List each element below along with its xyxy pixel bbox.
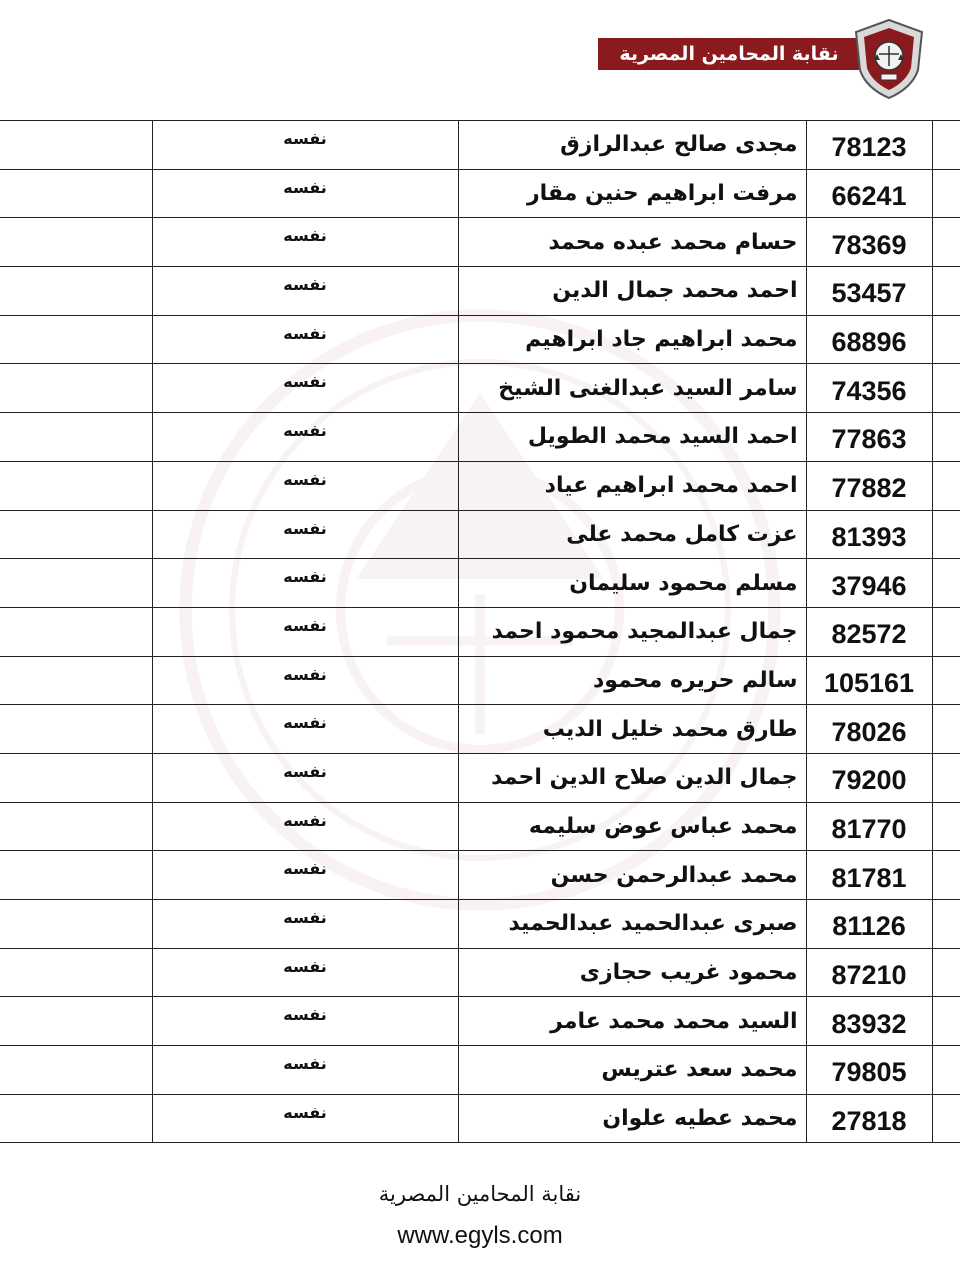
member-name-cell: طارق محمد خليل الديب [458,705,806,754]
table-row [0,315,960,364]
edge-cell [932,656,960,705]
member-name-cell: محمد ابراهيم جاد ابراهيم [458,315,806,364]
member-number-cell: 105161 [806,656,932,705]
header-title: نقابة المحامين المصرية [619,43,839,65]
member-number-cell: 77882 [806,461,932,510]
table-row [0,413,960,462]
member-number-cell: 79200 [806,753,932,802]
member-name-cell: محمد سعد عتريس [458,1046,806,1095]
table-row [0,900,960,949]
relation-cell: نفسه [152,851,458,900]
member-name-cell: محمد عبدالرحمن حسن [458,851,806,900]
member-number-cell: 87210 [806,948,932,997]
relation-cell: نفسه [152,607,458,656]
edge-cell [932,461,960,510]
member-name-cell: صبرى عبدالحميد عبدالحميد [458,900,806,949]
member-number-cell: 37946 [806,559,932,608]
edge-cell [932,121,960,170]
edge-cell [932,559,960,608]
member-name-cell: احمد السيد محمد الطويل [458,413,806,462]
empty-cell [0,218,152,267]
relation-cell: نفسه [152,510,458,559]
relation-cell: نفسه [152,997,458,1046]
table-row [0,218,960,267]
edge-cell [932,510,960,559]
member-number-cell: 83932 [806,997,932,1046]
edge-cell [932,753,960,802]
relation-cell: نفسه [152,121,458,170]
member-number-cell: 78369 [806,218,932,267]
member-number-cell: 77863 [806,413,932,462]
table-row [0,559,960,608]
empty-cell [0,1094,152,1143]
edge-cell [932,948,960,997]
relation-cell: نفسه [152,705,458,754]
member-name-cell: مرفت ابراهيم حنين مقار [458,169,806,218]
relation-cell: نفسه [152,267,458,316]
relation-cell: نفسه [152,802,458,851]
empty-cell [0,753,152,802]
member-name-cell: احمد محمد جمال الدين [458,267,806,316]
edge-cell [932,851,960,900]
members-table [0,120,960,1143]
empty-cell [0,705,152,754]
member-number-cell: 68896 [806,315,932,364]
relation-cell: نفسه [152,1094,458,1143]
table-row [0,1094,960,1143]
member-name-cell: مجدى صالح عبدالرازق [458,121,806,170]
edge-cell [932,900,960,949]
header-banner [598,38,860,70]
member-number-cell: 79805 [806,1046,932,1095]
edge-cell [932,218,960,267]
empty-cell [0,364,152,413]
table-row [0,997,960,1046]
table-row [0,948,960,997]
empty-cell [0,267,152,316]
member-number-cell: 81770 [806,802,932,851]
empty-cell [0,851,152,900]
empty-cell [0,656,152,705]
edge-cell [932,1046,960,1095]
empty-cell [0,461,152,510]
edge-cell [932,802,960,851]
edge-cell [932,169,960,218]
empty-cell [0,802,152,851]
member-number-cell: 78026 [806,705,932,754]
footer-website-link[interactable]: www.egyls.com [397,1222,563,1249]
edge-cell [932,413,960,462]
edge-cell [932,997,960,1046]
empty-cell [0,900,152,949]
table-row [0,121,960,170]
empty-cell [0,121,152,170]
member-name-cell: سالم حريره محمود [458,656,806,705]
relation-cell: نفسه [152,315,458,364]
empty-cell [0,315,152,364]
table-row [0,802,960,851]
empty-cell [0,997,152,1046]
relation-cell: نفسه [152,218,458,267]
edge-cell [932,1094,960,1143]
bar-association-logo-icon [852,18,926,100]
member-number-cell: 81126 [806,900,932,949]
member-number-cell: 78123 [806,121,932,170]
member-number-cell: 53457 [806,267,932,316]
table-row [0,851,960,900]
table-row [0,656,960,705]
member-name-cell: عزت كامل محمد على [458,510,806,559]
empty-cell [0,510,152,559]
member-name-cell: السيد محمد محمد عامر [458,997,806,1046]
empty-cell [0,559,152,608]
edge-cell [932,267,960,316]
empty-cell [0,1046,152,1095]
member-name-cell: جمال الدين صلاح الدين احمد [458,753,806,802]
table-row [0,510,960,559]
table-row [0,461,960,510]
member-name-cell: جمال عبدالمجيد محمود احمد [458,607,806,656]
empty-cell [0,948,152,997]
table-row [0,169,960,218]
member-number-cell: 81393 [806,510,932,559]
member-name-cell: محمد عطيه علوان [458,1094,806,1143]
edge-cell [932,607,960,656]
empty-cell [0,413,152,462]
relation-cell: نفسه [152,1046,458,1095]
relation-cell: نفسه [152,413,458,462]
relation-cell: نفسه [152,559,458,608]
table-row [0,1046,960,1095]
member-name-cell: محمد عباس عوض سليمه [458,802,806,851]
member-name-cell: حسام محمد عبده محمد [458,218,806,267]
relation-cell: نفسه [152,900,458,949]
edge-cell [932,315,960,364]
member-name-cell: مسلم محمود سليمان [458,559,806,608]
member-number-cell: 82572 [806,607,932,656]
table-row [0,267,960,316]
empty-cell [0,169,152,218]
member-number-cell: 74356 [806,364,932,413]
table-row [0,753,960,802]
relation-cell: نفسه [152,656,458,705]
empty-cell [0,607,152,656]
table-row [0,364,960,413]
relation-cell: نفسه [152,461,458,510]
table-row [0,705,960,754]
member-number-cell: 27818 [806,1094,932,1143]
member-name-cell: محمود غريب حجازى [458,948,806,997]
footer-org-name: نقابة المحامين المصرية [378,1182,582,1206]
relation-cell: نفسه [152,169,458,218]
member-name-cell: سامر السيد عبدالغنى الشيخ [458,364,806,413]
relation-cell: نفسه [152,753,458,802]
relation-cell: نفسه [152,364,458,413]
edge-cell [932,705,960,754]
member-number-cell: 66241 [806,169,932,218]
member-name-cell: احمد محمد ابراهيم عياد [458,461,806,510]
edge-cell [932,364,960,413]
relation-cell: نفسه [152,948,458,997]
member-number-cell: 81781 [806,851,932,900]
table-row [0,607,960,656]
